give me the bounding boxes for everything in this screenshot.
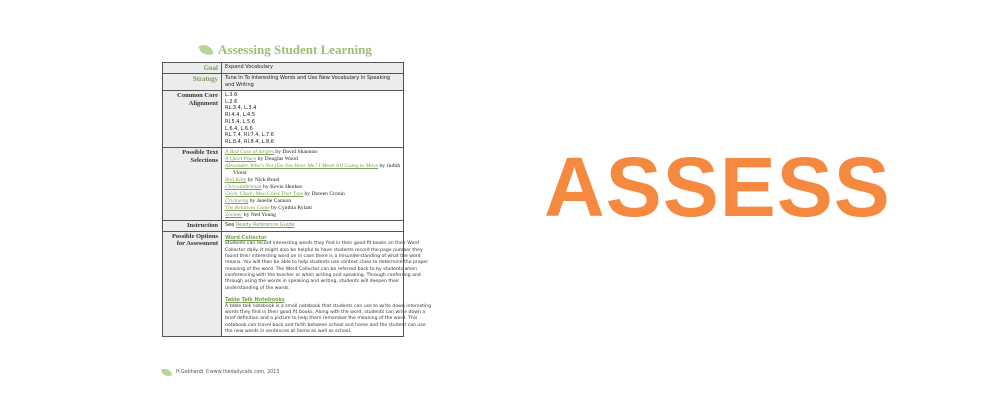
book-title-link[interactable]: Click, Clack, Moo Cows That Type xyxy=(225,190,304,197)
texts-label: Possible Text Selections xyxy=(163,147,222,220)
book-item xyxy=(225,156,400,163)
goal-row xyxy=(163,63,404,74)
table-talk-text xyxy=(225,303,431,336)
leaf-logo-icon xyxy=(198,42,213,57)
paragraph-line: meaning of the word. The Word Collector can be referred back to by students when xyxy=(225,266,417,272)
instruction-value xyxy=(222,220,404,231)
assessment-table xyxy=(162,62,431,337)
paragraph-line: the new words in sentences at home as well as school. xyxy=(225,328,352,334)
paragraph-line: understanding of the words. xyxy=(225,285,290,291)
paragraph-line: brief definition and a picture to help them remember the meaning of the word. This xyxy=(225,316,418,322)
standard-item: RI.5.4, L.5.6 xyxy=(225,118,255,125)
book-item xyxy=(225,163,400,170)
document-title: Assessing Student Learning xyxy=(218,42,372,57)
book-author: Viorst xyxy=(233,169,247,176)
leaf-footer-icon xyxy=(161,367,173,379)
standard-item: RL.8.4, RI.8.4, L.8.6 xyxy=(225,139,274,146)
book-item xyxy=(225,212,400,219)
book-item xyxy=(225,170,400,177)
standard-item: L.3.6 xyxy=(225,91,238,98)
paragraph-line: conferencing with the teacher or when writing and speaking. Through conferring and xyxy=(225,272,421,278)
standard-item: L.6.4, L.6.6 xyxy=(225,125,253,132)
paragraph-line: found their interesting word on in case there is a misunderstanding of what the word xyxy=(225,253,421,259)
paragraph-line: Collector daily. It might also be helpful to have students record the page number they xyxy=(225,247,423,253)
book-author: by Douglas Wood xyxy=(256,155,298,162)
book-author: by Nick Bruel xyxy=(246,176,280,183)
word-collector-text xyxy=(225,241,429,292)
texts-row xyxy=(163,147,404,220)
strategy-label: Strategy xyxy=(163,74,222,91)
instruction-prefix: See xyxy=(225,221,236,228)
book-title-link[interactable]: Alexander, Who's Not (Do You Hear Me? I Mean It!) Going to Move xyxy=(225,162,379,169)
reference-guide-link[interactable]: Ready Reference Guide xyxy=(235,221,295,228)
book-title-link[interactable]: A Bad Case of Stripes xyxy=(225,148,274,155)
document-header xyxy=(200,42,372,58)
book-item xyxy=(225,177,400,184)
book-title-link[interactable]: A Quiet Place xyxy=(225,155,257,162)
book-item xyxy=(225,205,400,212)
goal-label: Goal xyxy=(163,63,222,74)
assess-headline: ASSESS xyxy=(544,140,891,234)
alignment-label: Common Core Alignment xyxy=(163,90,222,147)
book-title-link[interactable]: Bad Kitty xyxy=(225,176,247,183)
book-title-link[interactable]: Crickwing xyxy=(225,197,249,204)
standard-item: RL.7.4, RI.7.4, L.7.6 xyxy=(225,132,274,139)
footer-credit: H.Gebhardt ©www.thedailycafe.com, 2013 xyxy=(176,370,280,375)
book-author: by Cynthia Rylant xyxy=(269,204,312,211)
alignment-row xyxy=(163,90,404,147)
book-list xyxy=(222,147,404,220)
strategy-value: Tune In To Interesting Words and Use New Vocabulary In Speaking and Writing xyxy=(222,74,404,91)
book-author: by Janelle Cannon xyxy=(248,197,292,204)
goal-value: Expand Vocabulary xyxy=(222,63,404,74)
table-talk-heading: Table Talk Notebooks xyxy=(225,296,285,303)
instruction-label: Instruction xyxy=(163,220,222,231)
paragraph-line: Students can record interesting words they find in their good fit books on their Word xyxy=(225,241,420,247)
book-author: by Ned Young xyxy=(242,211,276,218)
assessment-label: Possible Options for Assessment xyxy=(163,231,222,337)
document-footer xyxy=(162,368,279,377)
paragraph-line: A table talk notebook is a small notebook that students can use to write down interesting xyxy=(225,303,431,309)
book-item xyxy=(225,184,400,191)
book-title-link[interactable]: Chrysanthemum xyxy=(225,183,262,190)
book-author: by Doreen Cronin xyxy=(303,190,345,197)
book-author: by Kevin Henkes xyxy=(261,183,302,190)
assessment-row xyxy=(163,231,404,337)
assessment-document xyxy=(160,38,431,388)
paragraph-line: means. You will then be able to help students use context clues to determine the proper xyxy=(225,260,429,266)
paragraph-line: notebook can travel back and forth between school and home and the student can use xyxy=(225,322,426,328)
instruction-row xyxy=(163,220,404,231)
strategy-row xyxy=(163,74,404,91)
book-title-link[interactable]: The Relatives Came xyxy=(225,204,270,211)
book-item xyxy=(225,198,400,205)
standard-item: L.2.6 xyxy=(225,98,238,105)
paragraph-line: through using the words in speaking and writing, students will deepen their xyxy=(225,279,400,285)
book-title-link[interactable]: Zoomer xyxy=(225,211,243,218)
assessment-options xyxy=(222,231,431,337)
book-author: by Judith xyxy=(378,162,401,169)
book-item xyxy=(225,191,400,198)
alignment-standards xyxy=(222,90,404,147)
standard-item: RI.4.4, L.4.5 xyxy=(225,112,255,119)
word-collector-heading: Word Collector xyxy=(225,234,267,241)
standard-item: RL.3.4, L.3.4 xyxy=(225,105,257,112)
book-item xyxy=(225,149,400,156)
book-author: by David Shannon xyxy=(274,148,318,155)
paragraph-line: words they find in their good fit books. Along with the word, students can write down a xyxy=(225,309,426,315)
